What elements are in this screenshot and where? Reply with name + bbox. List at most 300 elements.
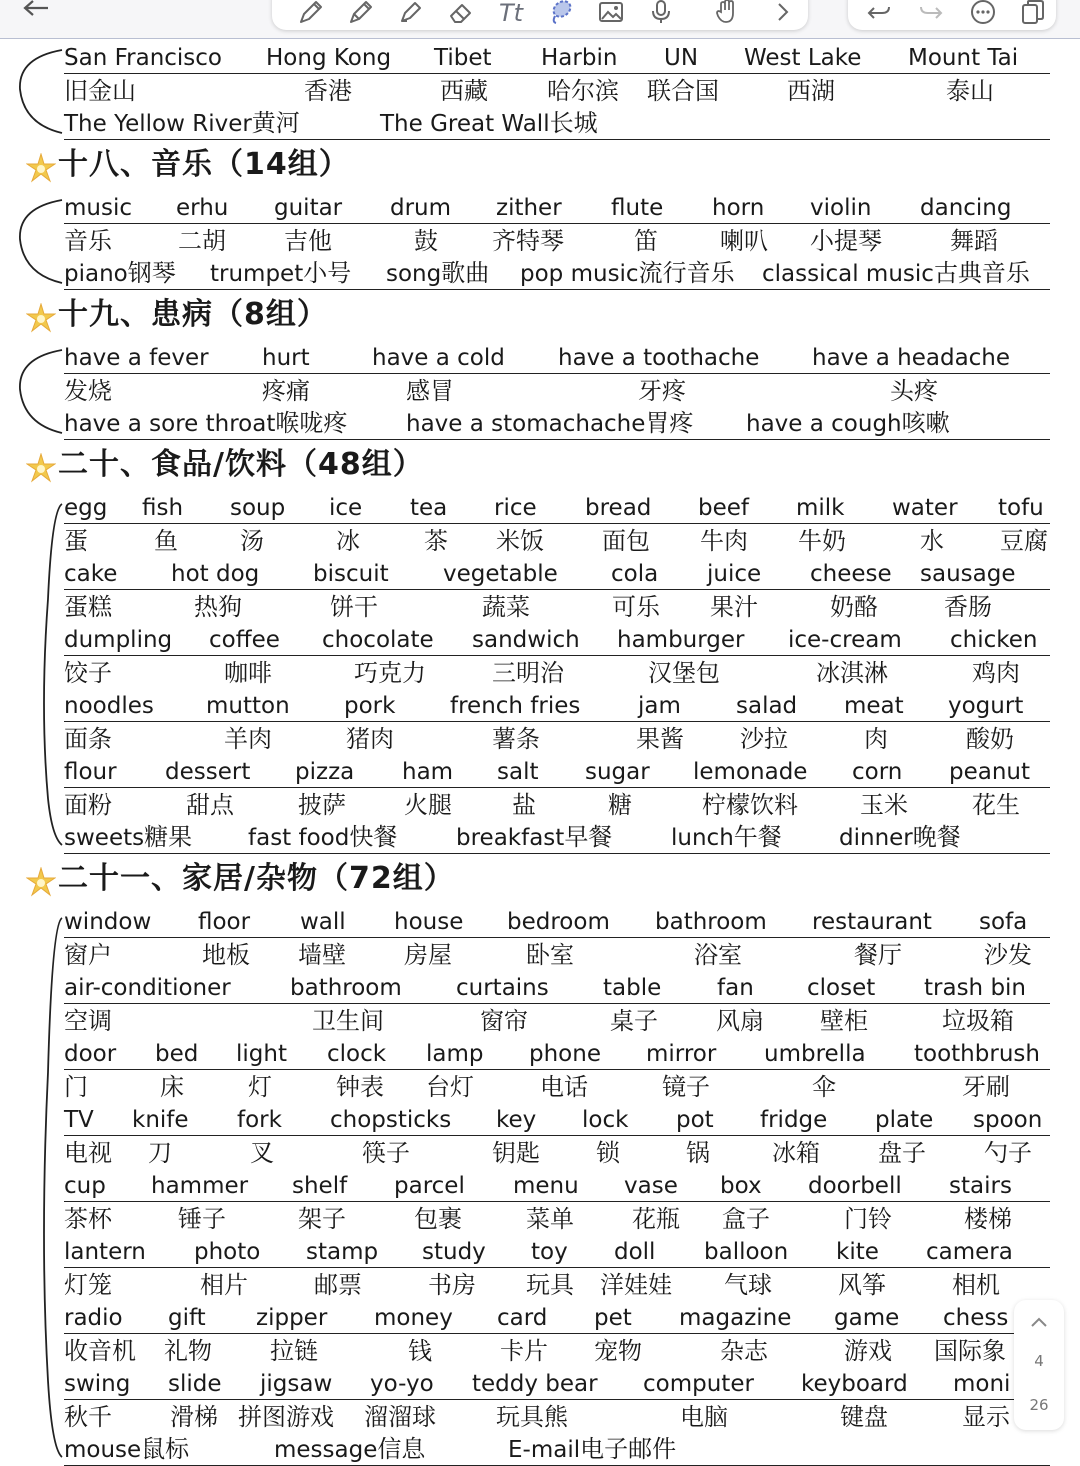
english-word	[943, 1303, 1008, 1333]
english-word	[370, 1369, 434, 1399]
chinese-meaning	[492, 724, 540, 754]
english-word	[949, 1171, 1012, 1201]
lasso-icon[interactable]	[546, 0, 576, 28]
word-text: 茶	[424, 527, 448, 555]
english-word	[979, 907, 1027, 937]
word-text: balloon	[704, 1239, 789, 1265]
chinese-meaning	[612, 592, 660, 622]
word-text: wall	[300, 909, 346, 935]
english-word	[402, 757, 453, 787]
word-text: chopsticks	[330, 1107, 452, 1133]
english-word	[507, 907, 610, 937]
word-text: toothbrush	[914, 1041, 1040, 1067]
english-word	[394, 1171, 465, 1201]
english-word	[64, 43, 222, 73]
english-word	[520, 258, 735, 289]
english-word	[274, 193, 342, 223]
word-text: pork	[344, 693, 396, 719]
word-text: bread	[585, 495, 652, 521]
word-text: 酸奶	[966, 725, 1014, 753]
word-text: egg	[64, 495, 108, 521]
undo-icon[interactable]	[864, 0, 894, 28]
word-text: pop music	[520, 261, 639, 287]
english-word	[807, 973, 875, 1003]
word-text: The Great Wall	[380, 111, 550, 137]
english-word	[810, 193, 871, 223]
chinese-meaning	[64, 724, 112, 754]
chinese-meaning	[854, 940, 902, 970]
total-pages: 26	[1029, 1396, 1049, 1414]
word-text: dancing	[920, 195, 1012, 221]
word-text: 空调	[64, 1007, 112, 1035]
word-text: 相片	[200, 1271, 248, 1299]
chinese-meaning	[250, 1138, 274, 1168]
chinese-meaning	[480, 1006, 528, 1036]
chinese-meaning	[798, 526, 846, 556]
word-text: knife	[132, 1107, 189, 1133]
bracket-line	[0, 190, 70, 289]
text-tool-icon[interactable]: Tt	[498, 0, 524, 27]
bracket-line	[0, 40, 70, 139]
chinese-meaning	[64, 76, 136, 106]
english-word	[497, 1303, 547, 1333]
back-arrow-icon[interactable]	[20, 0, 64, 24]
inline-chinese-meaning: 电子邮件	[580, 1435, 677, 1463]
english-word	[456, 973, 549, 1003]
english-word	[812, 343, 1010, 373]
word-text: 礼物	[164, 1337, 212, 1365]
english-word	[617, 625, 745, 655]
chinese-meaning	[972, 658, 1020, 688]
word-text: game	[834, 1305, 900, 1331]
word-text: 盒子	[722, 1205, 770, 1233]
word-text: jam	[638, 693, 681, 719]
chinese-meaning	[934, 1336, 1006, 1366]
english-word	[671, 822, 782, 853]
english-word	[327, 1039, 386, 1069]
word-text: ham	[402, 759, 454, 785]
word-text: 刀	[148, 1139, 172, 1167]
word-text: 冰箱	[772, 1139, 820, 1167]
english-word	[322, 625, 434, 655]
word-text: 筷子	[362, 1139, 410, 1167]
word-text: 火腿	[404, 791, 452, 819]
word-text: fish	[142, 495, 184, 521]
word-text: sausage	[920, 561, 1016, 587]
english-word	[603, 973, 661, 1003]
chinese-meaning	[890, 376, 938, 406]
pen-icon[interactable]	[296, 0, 326, 28]
word-text: umbrella	[764, 1041, 866, 1067]
word-text: rice	[494, 495, 537, 521]
english-word	[472, 625, 580, 655]
word-text: 灯	[248, 1073, 272, 1101]
chinese-meaning-row	[64, 721, 1050, 754]
word-text: 花瓶	[632, 1205, 680, 1233]
star-icon	[26, 453, 56, 483]
word-text: money	[374, 1305, 453, 1331]
english-word	[64, 691, 154, 721]
inline-chinese-meaning: 晚餐	[912, 823, 961, 851]
word-text: hurt	[262, 345, 310, 371]
word-text: music	[64, 195, 133, 221]
word-text: cake	[64, 561, 118, 587]
word-text: 滑梯	[170, 1403, 218, 1431]
chinese-meaning	[512, 790, 536, 820]
word-text: 三明治	[492, 659, 564, 687]
word-text: 风筝	[838, 1271, 886, 1299]
chinese-meaning	[722, 1204, 770, 1234]
word-text: have a sore throat	[64, 411, 276, 437]
chinese-meaning	[64, 790, 112, 820]
chinese-meaning	[262, 376, 310, 406]
english-word	[456, 822, 612, 853]
word-text: dumpling	[64, 627, 173, 653]
word-text: tea	[410, 495, 448, 521]
word-text: 国际象	[934, 1337, 1006, 1365]
english-word	[852, 757, 902, 787]
word-text: swing	[64, 1371, 131, 1397]
word-text: 猪肉	[346, 725, 394, 753]
chinese-meaning	[406, 376, 454, 406]
word-text: violin	[810, 195, 872, 221]
word-text: bed	[155, 1041, 199, 1067]
chinese-meaning	[336, 1072, 384, 1102]
word-text: 饺子	[64, 659, 112, 687]
chinese-meaning	[64, 1270, 112, 1300]
word-text: 杂志	[720, 1337, 768, 1365]
word-text: chess	[943, 1305, 1009, 1331]
word-text: 二胡	[178, 227, 226, 255]
english-word	[380, 108, 598, 139]
word-text: 牛奶	[798, 527, 846, 555]
english-word	[64, 973, 231, 1003]
word-text: lock	[582, 1107, 629, 1133]
word-text: 玩具	[526, 1271, 574, 1299]
word-text: 鱼	[154, 527, 178, 555]
english-word-row	[64, 1102, 1050, 1136]
chinese-meaning	[860, 790, 908, 820]
word-text: 气球	[724, 1271, 772, 1299]
word-text: 冰淇淋	[816, 659, 888, 687]
word-text: key	[496, 1107, 537, 1133]
word-text: 锤子	[178, 1205, 226, 1233]
english-word	[638, 691, 681, 721]
word-text: 蛋糕	[64, 593, 112, 621]
word-text: box	[720, 1173, 762, 1199]
english-word	[64, 493, 107, 523]
word-text: have a stomachache	[406, 411, 646, 437]
english-word	[808, 1171, 902, 1201]
english-word	[64, 193, 132, 223]
english-word	[64, 625, 172, 655]
chinese-meaning	[844, 1204, 892, 1234]
chinese-meaning	[594, 1336, 642, 1366]
word-text: 感冒	[406, 377, 454, 405]
chinese-meaning	[414, 226, 438, 256]
pages-icon[interactable]	[1018, 0, 1048, 28]
word-text: chocolate	[322, 627, 434, 653]
chinese-meaning	[547, 76, 619, 106]
word-text: have a headache	[812, 345, 1011, 371]
word-text: guitar	[274, 195, 343, 221]
english-word-row	[64, 820, 1050, 854]
english-word	[64, 559, 117, 589]
word-text: Mount Tai	[908, 45, 1019, 71]
word-text: Hong Kong	[266, 45, 392, 71]
english-word	[679, 1303, 791, 1333]
english-word	[64, 343, 209, 373]
english-word	[64, 1237, 146, 1267]
current-page-number: 4	[1034, 1352, 1044, 1370]
english-word	[132, 1105, 189, 1135]
english-word	[950, 625, 1038, 655]
marker-icon[interactable]	[396, 0, 426, 28]
english-word-row	[64, 904, 1050, 938]
word-text: sofa	[979, 909, 1028, 935]
chinese-meaning	[186, 790, 234, 820]
word-text: hot dog	[171, 561, 260, 587]
note-page[interactable]	[0, 40, 1080, 1463]
word-text: 巧克力	[354, 659, 426, 687]
word-text: 键盘	[840, 1403, 888, 1431]
chinese-meaning	[304, 76, 352, 106]
word-text: parcel	[394, 1173, 465, 1199]
word-text: salad	[736, 693, 798, 719]
chinese-meaning	[966, 724, 1014, 754]
chinese-meaning	[526, 1270, 574, 1300]
english-word	[801, 1369, 908, 1399]
chinese-meaning	[920, 526, 944, 556]
word-text: have a toothache	[558, 345, 760, 371]
word-text: 鼓	[414, 227, 438, 255]
word-text: peanut	[949, 759, 1031, 785]
chinese-meaning	[964, 1204, 1012, 1234]
chinese-meaning	[312, 1006, 384, 1036]
word-text: 面粉	[64, 791, 112, 819]
english-word-row	[64, 406, 1050, 440]
chinese-meaning	[64, 1336, 136, 1366]
inline-chinese-meaning: 流行音乐	[638, 259, 735, 287]
english-word-row	[64, 556, 1050, 590]
word-text: Harbin	[541, 45, 618, 71]
english-word	[390, 193, 451, 223]
english-word-row	[64, 754, 1050, 788]
word-text: fast food	[248, 825, 350, 851]
word-text: trumpet	[210, 261, 304, 287]
chinese-meaning	[270, 1336, 318, 1366]
word-text: message	[274, 1437, 378, 1463]
chinese-meaning	[1000, 526, 1048, 556]
english-word-row	[64, 190, 1050, 224]
word-text: 西藏	[440, 77, 488, 105]
english-word	[908, 43, 1018, 73]
english-word	[720, 1171, 762, 1201]
section-heading-text: 二十一、家居/杂物（72组）	[58, 861, 455, 896]
word-text: lamp	[426, 1041, 484, 1067]
english-word	[529, 1039, 601, 1069]
english-word	[168, 1303, 206, 1333]
english-word	[643, 1369, 754, 1399]
word-text: dessert	[165, 759, 251, 785]
english-word	[344, 691, 395, 721]
bracket-line	[0, 490, 70, 853]
english-word	[64, 1369, 130, 1399]
word-text: 浴室	[694, 941, 742, 969]
chinese-meaning	[240, 526, 264, 556]
word-text: 疼痛	[262, 377, 310, 405]
word-text: 汉堡包	[648, 659, 720, 687]
inline-chinese-meaning: 鼠标	[141, 1435, 190, 1463]
word-text: lantern	[64, 1239, 146, 1265]
word-text: 茶杯	[64, 1205, 112, 1233]
chinese-meaning-row	[64, 373, 1050, 406]
word-text: 西湖	[787, 77, 835, 105]
chinese-meaning	[362, 1138, 410, 1168]
english-word	[693, 757, 807, 787]
english-word	[834, 1303, 899, 1333]
image-icon[interactable]	[596, 0, 626, 28]
chinese-meaning	[424, 526, 448, 556]
word-text: erhu	[176, 195, 229, 221]
chinese-meaning	[64, 1006, 112, 1036]
english-word	[209, 625, 280, 655]
english-word	[914, 1039, 1040, 1069]
chinese-meaning	[600, 1270, 672, 1300]
chinese-meaning	[662, 1072, 710, 1102]
english-word	[764, 1039, 866, 1069]
word-text: bedroom	[507, 909, 610, 935]
word-text: 小提琴	[810, 227, 882, 255]
word-text: 书房	[428, 1271, 476, 1299]
chevron-up-icon[interactable]	[1028, 1312, 1050, 1334]
microphone-icon[interactable]	[646, 0, 676, 28]
chevron-right-icon[interactable]	[768, 0, 798, 28]
chinese-meaning	[364, 1402, 436, 1432]
inline-chinese-meaning: 黄河	[251, 109, 300, 137]
word-text: sugar	[585, 759, 650, 785]
hand-icon[interactable]	[712, 0, 742, 28]
english-word	[151, 1171, 248, 1201]
chinese-meaning	[298, 1204, 346, 1234]
word-text: have a cold	[372, 345, 505, 371]
english-word	[64, 757, 117, 787]
chinese-meaning	[638, 376, 686, 406]
word-text: 餐厅	[854, 941, 902, 969]
word-text: 锁	[596, 1139, 620, 1167]
word-text: ice-cream	[788, 627, 902, 653]
english-word-row	[64, 1432, 1050, 1466]
word-text: 墙壁	[298, 941, 346, 969]
english-word	[614, 1237, 655, 1267]
word-text: 洋娃娃	[600, 1271, 672, 1299]
redo-icon[interactable]	[916, 0, 946, 28]
english-word	[176, 193, 228, 223]
word-text: pizza	[295, 759, 355, 785]
chinese-meaning	[632, 1204, 680, 1234]
eraser-icon[interactable]	[446, 0, 476, 28]
english-word	[450, 691, 580, 721]
chinese-meaning-row	[64, 223, 1050, 256]
english-word	[698, 493, 749, 523]
english-word	[948, 691, 1023, 721]
chinese-meaning	[160, 1072, 184, 1102]
word-text: 溜溜球	[364, 1403, 436, 1431]
word-text: bathroom	[655, 909, 767, 935]
chinese-meaning	[838, 1270, 886, 1300]
word-text: beef	[698, 495, 749, 521]
word-text: 门	[64, 1073, 88, 1101]
chinese-meaning	[694, 940, 742, 970]
english-word	[206, 691, 290, 721]
chinese-meaning	[724, 1270, 772, 1300]
word-text: San Francisco	[64, 45, 223, 71]
word-text: horn	[712, 195, 765, 221]
english-word	[155, 1039, 198, 1069]
word-text: 窗帘	[480, 1007, 528, 1035]
word-text: 音乐	[64, 227, 112, 255]
chinese-meaning	[812, 1072, 836, 1102]
english-word-row	[64, 340, 1050, 374]
word-text: 电话	[540, 1073, 588, 1101]
chinese-meaning	[496, 1402, 568, 1432]
inline-chinese-meaning: 胃疼	[645, 409, 694, 437]
chinese-meaning	[984, 1138, 1032, 1168]
chinese-meaning	[984, 940, 1032, 970]
english-word	[64, 258, 176, 289]
chinese-meaning	[864, 724, 888, 754]
word-text: floor	[198, 909, 251, 935]
chinese-meaning	[962, 1402, 1010, 1432]
english-word	[472, 1369, 598, 1399]
english-word	[920, 559, 1015, 589]
english-word	[836, 1237, 879, 1267]
word-text: E-mail	[508, 1437, 581, 1463]
english-word-row	[64, 1036, 1050, 1070]
english-word-row	[64, 622, 1050, 656]
pen-icon[interactable]	[346, 0, 376, 28]
word-text: tofu	[998, 495, 1044, 521]
inline-chinese-meaning: 糖果	[144, 823, 193, 851]
english-word-row	[64, 1168, 1050, 1202]
inline-chinese-meaning: 午餐	[733, 823, 782, 851]
word-text: closet	[807, 975, 876, 1001]
english-word	[236, 1039, 287, 1069]
word-text: magazine	[679, 1305, 792, 1331]
chinese-meaning-row	[64, 523, 1050, 556]
word-text: chicken	[950, 627, 1038, 653]
english-word	[330, 1105, 451, 1135]
chinese-meaning	[314, 1270, 362, 1300]
word-text: computer	[643, 1371, 754, 1397]
chinese-meaning	[170, 1402, 218, 1432]
word-text: 邮票	[314, 1271, 362, 1299]
more-icon[interactable]	[968, 0, 998, 28]
chinese-meaning	[526, 940, 574, 970]
english-word	[295, 757, 354, 787]
chinese-meaning	[64, 592, 112, 622]
word-text: doll	[614, 1239, 656, 1265]
word-text: 鸡肉	[972, 659, 1020, 687]
inline-chinese-meaning: 歌曲	[441, 259, 490, 287]
word-text: UN	[664, 45, 699, 71]
word-text: 盐	[512, 791, 536, 819]
english-word	[513, 1171, 579, 1201]
english-word	[810, 559, 892, 589]
chinese-meaning	[354, 658, 426, 688]
word-text: 肉	[864, 725, 888, 753]
word-text: 游戏	[844, 1337, 892, 1365]
